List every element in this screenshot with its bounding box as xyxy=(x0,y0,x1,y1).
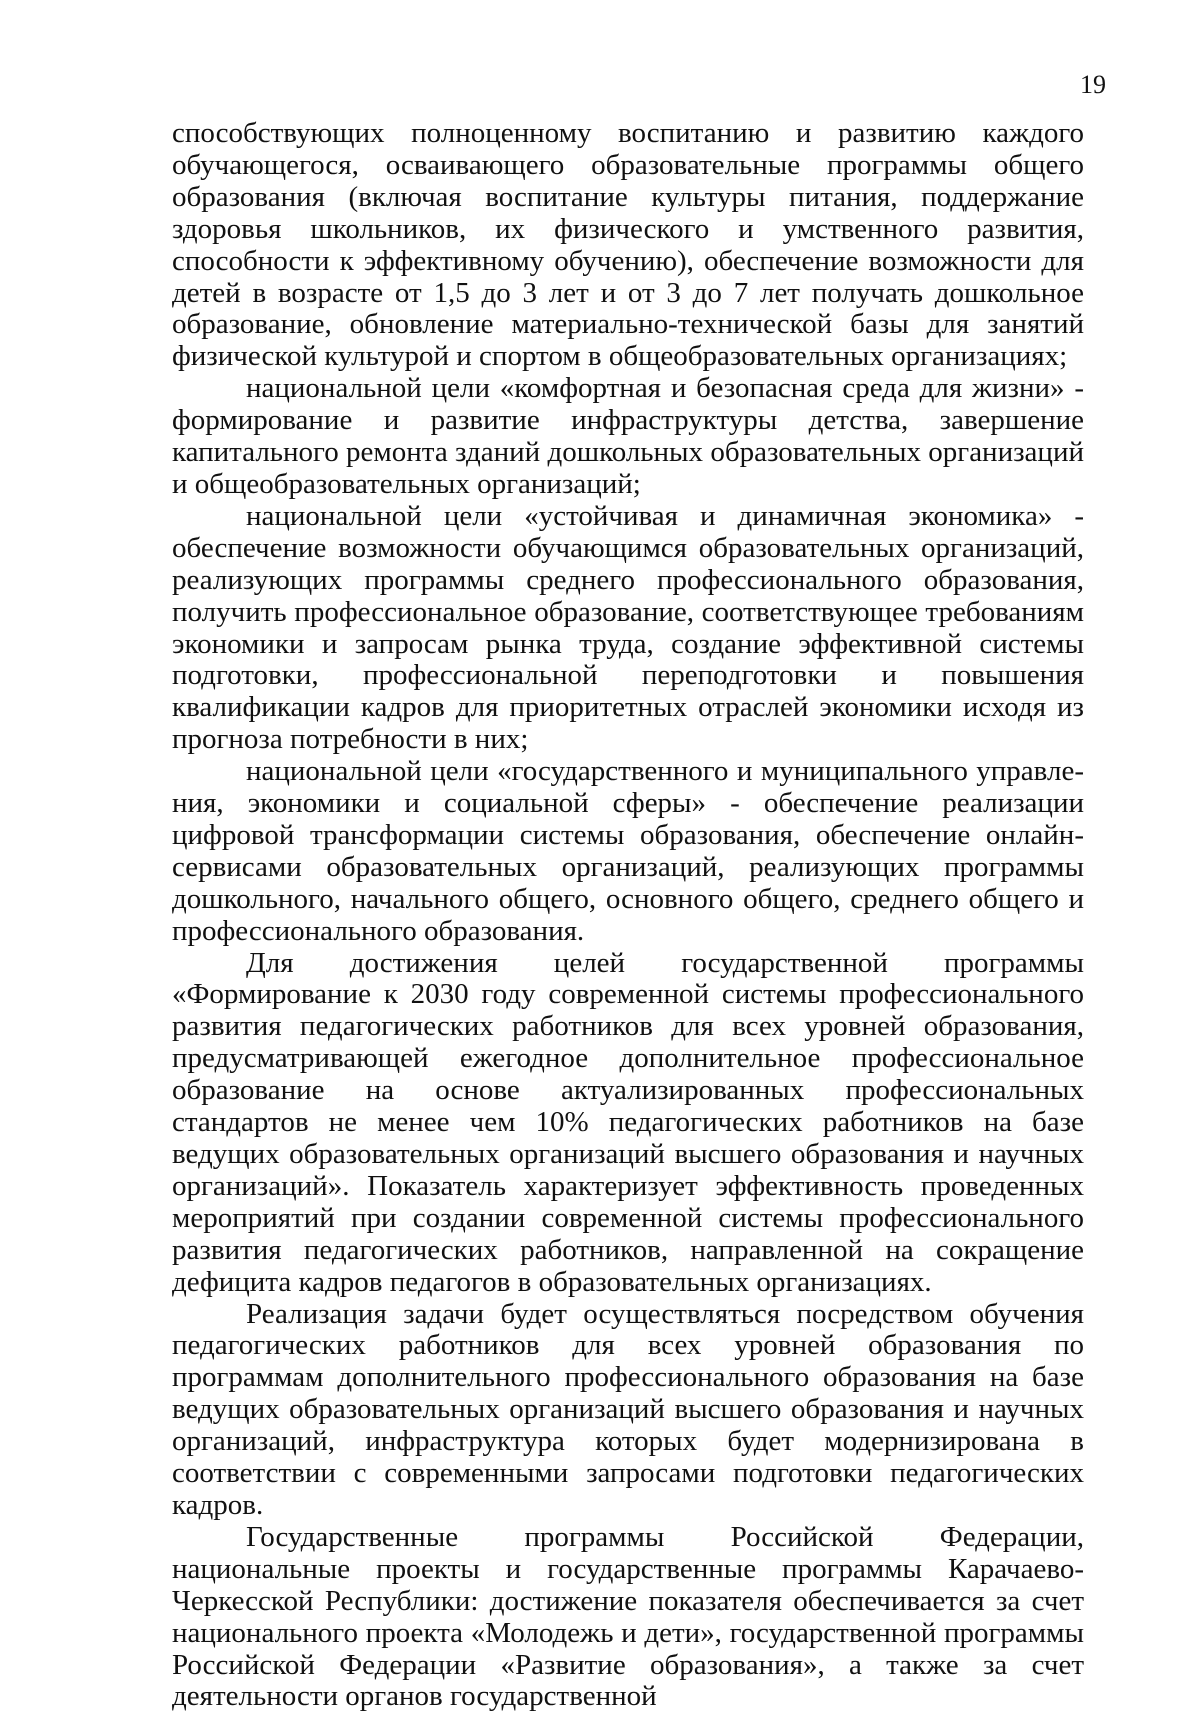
paragraph-sustainable-economy: национальной цели «устойчивая и динамичная экономика» - обеспечение возможности обучающимся образовательных организаций, реализующих программы среднего профессионального образования, получить профессиональное образование, соответствующее требованиям экономики и запросам рынка труда, создание эффективной системы подготовки, профессиональной переподготовки и повышения квалификации кадров для приоритетных отраслей экономики исходя из прогноза потребности в них; xyxy=(172,499,1084,756)
paragraph-program-goals: Для достижения целей государственной программы «Формирование к 2030 году современной системы профессионального развития педагогических работников для всех уровней образования, предусматривающей ежегодное дополнительное профессиональное образование на основе актуализированных профессиональных стандартов не менее чем 10% педагогических работников на базе ведущих образовательных организаций высшего образования и научных организаций». Показатель характеризует эффективность проведенных мероприятий при создании современной системы профессионального развития педагогических работников, направленной на сокращение дефицита кадров педагогов в образовательных организациях. xyxy=(172,946,1084,1298)
document-body xyxy=(172,118,1084,1713)
paragraph-public-administration: национальной цели «государственного и муниципального управления, экономики и социальной сферы» - обеспечение реализации цифровой трансформации системы образования, обеспечение онлайн-сервисами образовательных организаций, реализующих программы дошкольного, начального общего, основного общего, среднего общего и профессионального образования. xyxy=(172,755,1084,947)
page-number: 19 xyxy=(1080,70,1106,99)
paragraph-comfortable-safe-environment: национальной цели «комфортная и безопасная среда для жизни» - формирование и развитие инфраструктуры детства, завершение капитального ремонта зданий дошкольных образовательных организаций и общеобразовательных организаций; xyxy=(172,372,1084,500)
paragraph-continued-text: способствующих полноценному воспитанию и развитию каждого обучающегося, осваивающего образовательные программы общего образования (включая воспитание культуры питания, поддержание здоровья школьников, их физического и умственного развития, способности к эффективному обучению), обеспечение возможности для детей в возрасте от 1,5 до 3 лет и от 3 до 7 лет получать дошкольное образование, обновление материально-технической базы для занятий физической культурой и спортом в общеобразовательных организациях; xyxy=(172,117,1084,373)
paragraph-task-implementation: Реализация задачи будет осуществляться посредством обучения педагогических работников для всех уровней образования по программам дополнительного профессионального образования на базе ведущих образовательных организаций высшего образования и научных организаций, инфраструктура которых будет модернизирована в соответствии с современными запросами подготовки педагогических кадров. xyxy=(172,1297,1084,1521)
paragraph-state-programs: Государственные программы Российской Федерации, национальные проекты и государственные программы Карачаево-Черкесской Республики: достижение показателя обеспечивается за счет национального проекта «Молодежь и дети», государственной программы Российской Федерации «Развитие образования», а также за счет деятельности органов государственной xyxy=(172,1520,1084,1713)
